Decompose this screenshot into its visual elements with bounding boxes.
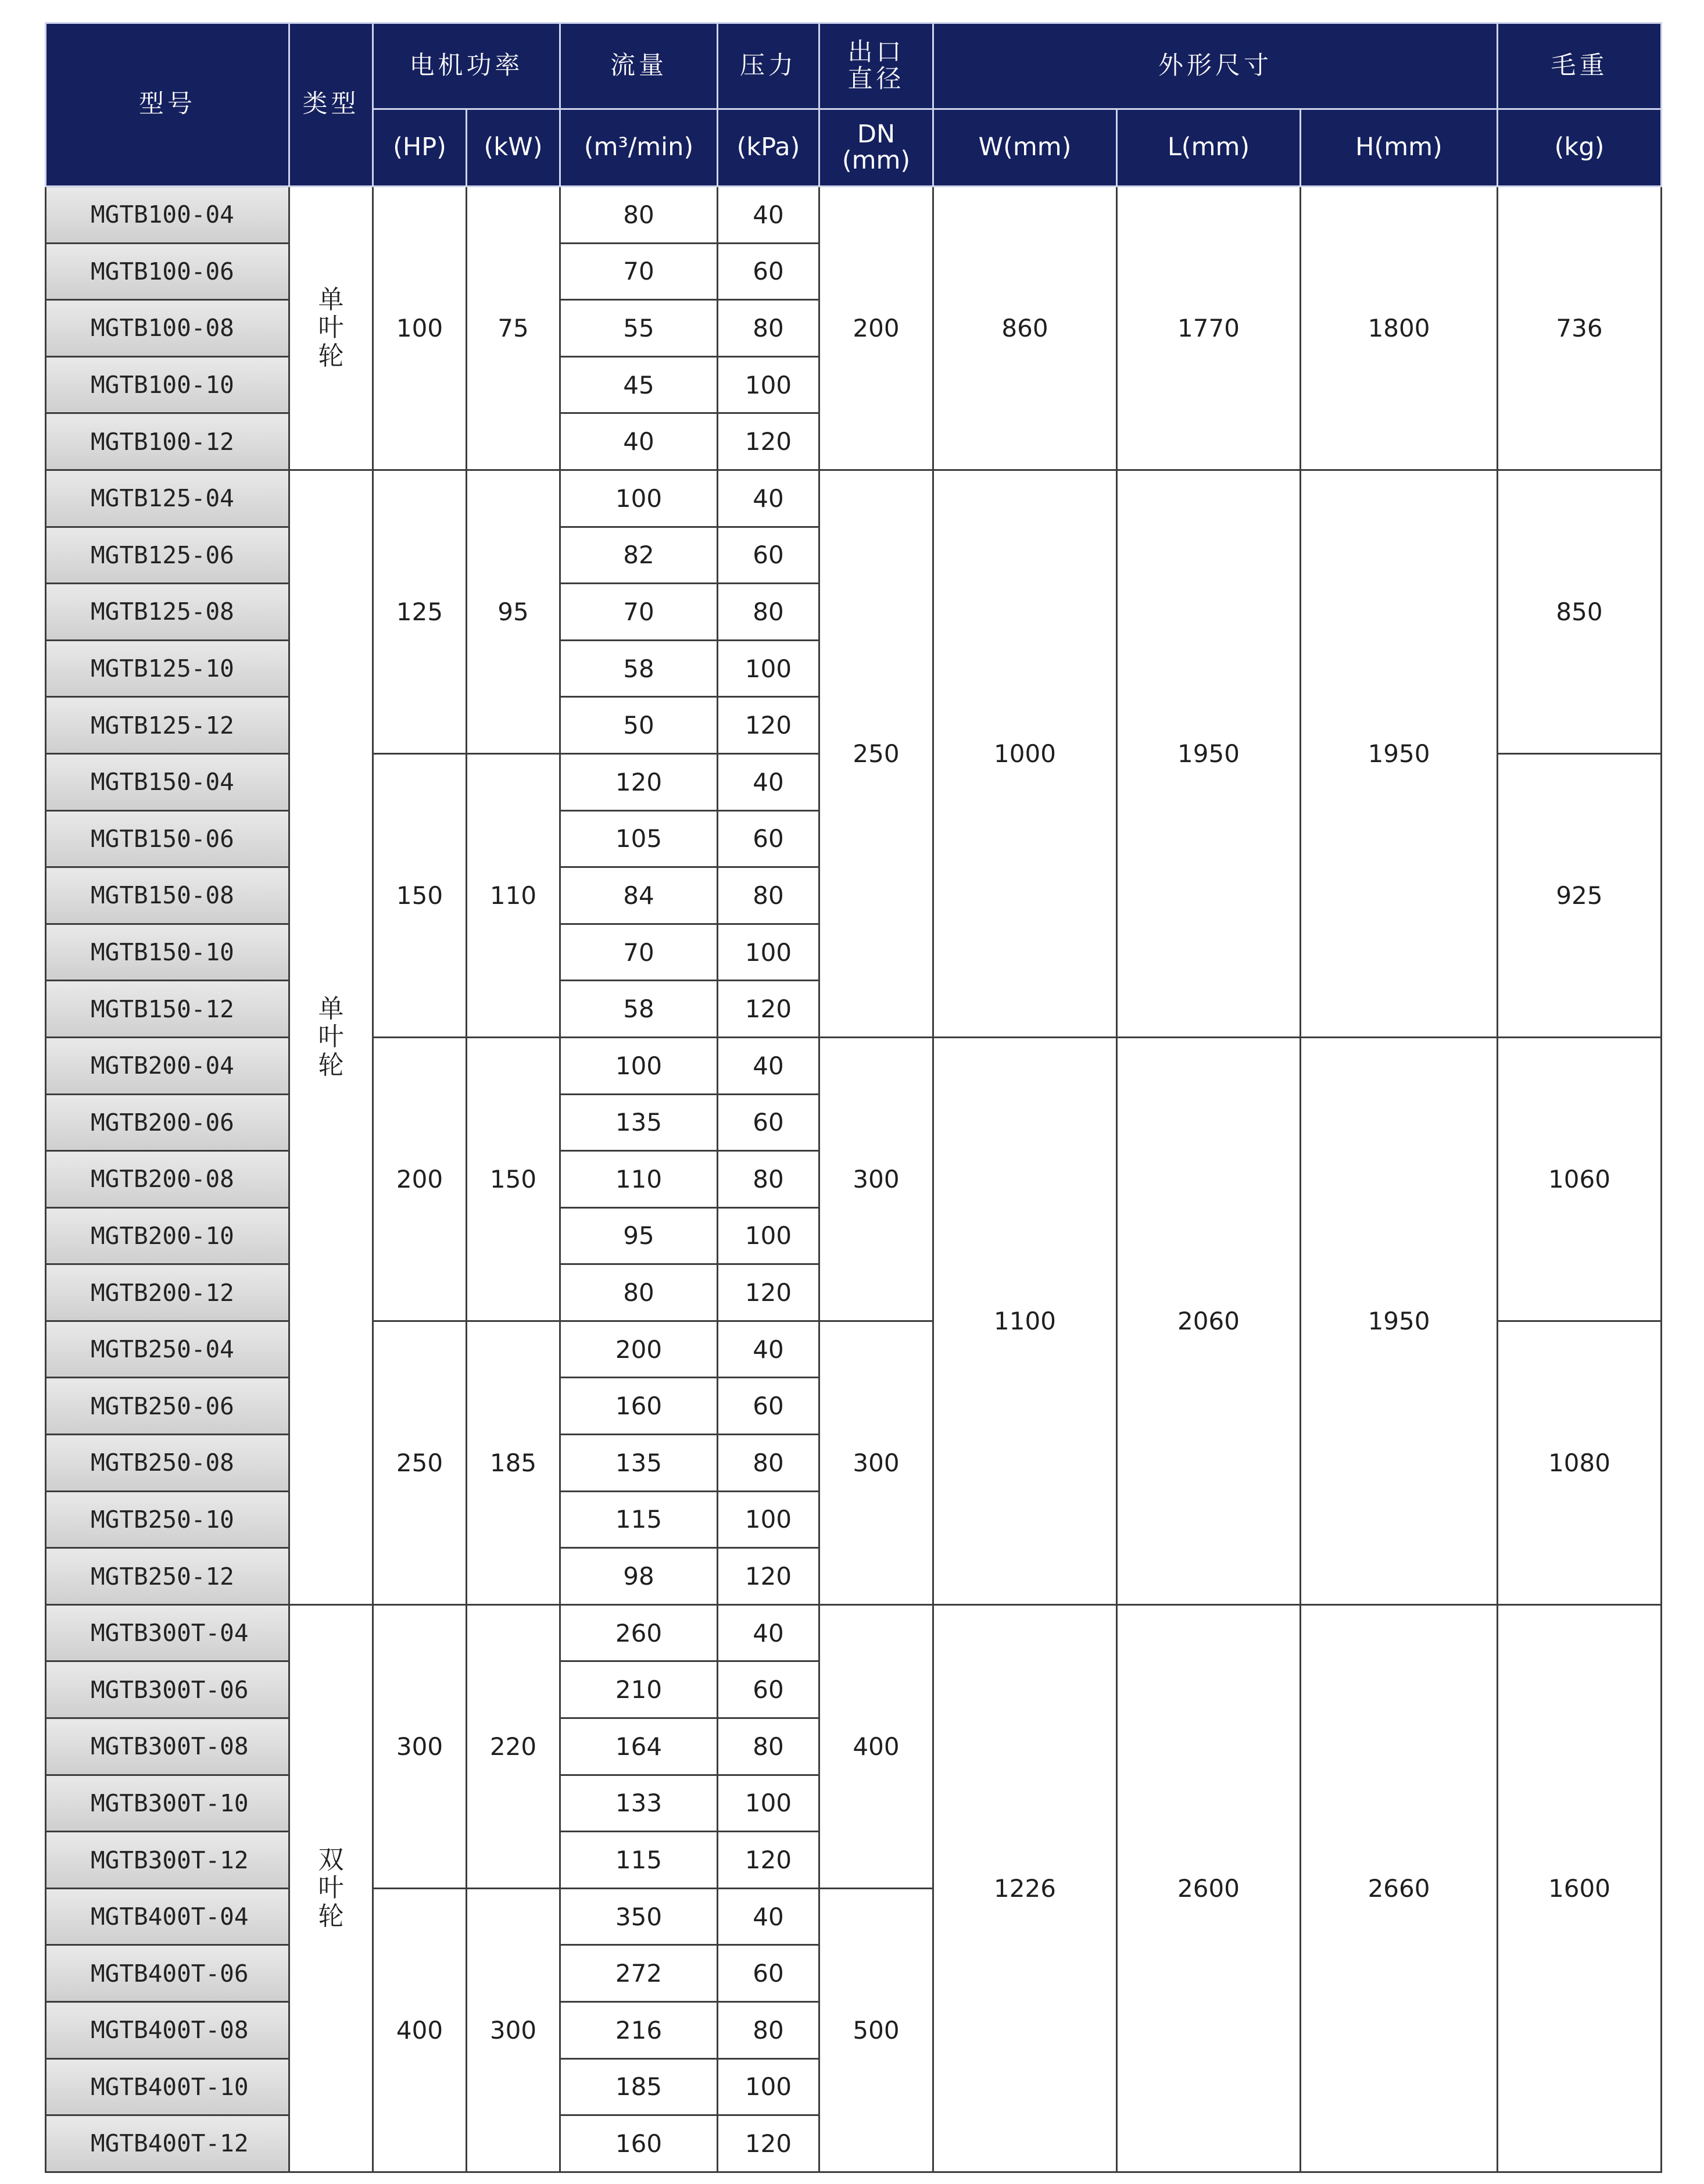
header-type: 类型: [289, 23, 373, 187]
model-cell: MGTB250-12: [46, 1548, 289, 1605]
pressure-cell: 120: [718, 2115, 819, 2172]
pressure-cell: 100: [718, 2058, 819, 2115]
flow-cell: 160: [560, 1378, 718, 1435]
header-dimensions: 外形尺寸: [933, 23, 1498, 109]
pressure-cell: 100: [718, 924, 819, 981]
model-cell: MGTB100-10: [46, 356, 289, 413]
model-cell: MGTB100-04: [46, 187, 289, 244]
flow-cell: 50: [560, 697, 718, 754]
model-cell: MGTB200-08: [46, 1151, 289, 1208]
pressure-cell: 100: [718, 640, 819, 697]
header-weight-unit: (kg): [1498, 109, 1662, 187]
flow-cell: 100: [560, 470, 718, 527]
kw-cell: 185: [467, 1321, 560, 1604]
pressure-cell: 40: [718, 1604, 819, 1661]
model-cell: MGTB200-06: [46, 1094, 289, 1151]
hp-cell: 300: [373, 1604, 467, 1888]
kw-cell: 220: [467, 1604, 560, 1888]
header-dn-line1: DN: [857, 119, 896, 149]
type-cell: [289, 187, 373, 470]
header-hp-unit: (HP): [373, 109, 467, 187]
model-cell: MGTB200-12: [46, 1264, 289, 1321]
pressure-cell: 80: [718, 2002, 819, 2059]
header-l-unit: L(mm): [1117, 109, 1301, 187]
flow-cell: 115: [560, 1491, 718, 1548]
kw-cell: 150: [467, 1037, 560, 1321]
pressure-cell: 100: [718, 1491, 819, 1548]
flow-cell: 260: [560, 1604, 718, 1661]
model-cell: MGTB400T-08: [46, 2002, 289, 2059]
pressure-cell: 120: [718, 1264, 819, 1321]
model-cell: MGTB400T-10: [46, 2058, 289, 2115]
w-cell: 860: [933, 187, 1117, 470]
flow-cell: 164: [560, 1718, 718, 1775]
pressure-cell: 40: [718, 1888, 819, 1945]
hp-cell: 250: [373, 1321, 467, 1604]
w-cell: 1226: [933, 1604, 1117, 2172]
pressure-cell: 120: [718, 413, 819, 470]
pressure-cell: 100: [718, 356, 819, 413]
flow-cell: 135: [560, 1435, 718, 1492]
model-cell: MGTB100-06: [46, 243, 289, 300]
l-cell: 2060: [1117, 1037, 1301, 1604]
flow-cell: 98: [560, 1548, 718, 1605]
hp-cell: 200: [373, 1037, 467, 1321]
flow-cell: 70: [560, 243, 718, 300]
table-body: [46, 187, 1662, 2172]
weight-cell: 850: [1498, 470, 1662, 753]
flow-cell: 160: [560, 2115, 718, 2172]
flow-cell: 350: [560, 1888, 718, 1945]
header-pressure: 压力: [718, 23, 819, 109]
header-h-unit: H(mm): [1301, 109, 1498, 187]
flow-cell: 58: [560, 981, 718, 1038]
table-row: [46, 1037, 1662, 1094]
flow-cell: 216: [560, 2002, 718, 2059]
flow-cell: 58: [560, 640, 718, 697]
pressure-cell: 80: [718, 1435, 819, 1492]
flow-cell: 82: [560, 527, 718, 584]
weight-cell: 1080: [1498, 1321, 1662, 1604]
flow-cell: 95: [560, 1207, 718, 1264]
h-cell: 2660: [1301, 1604, 1498, 2172]
header-motor-power: 电机功率: [373, 23, 560, 109]
hp-cell: 400: [373, 1888, 467, 2172]
kw-cell: 110: [467, 753, 560, 1037]
h-cell: 1800: [1301, 187, 1498, 470]
flow-cell: 100: [560, 1037, 718, 1094]
pressure-cell: 60: [718, 1661, 819, 1718]
h-cell: 1950: [1301, 470, 1498, 1037]
spec-table: [45, 22, 1662, 2173]
model-cell: MGTB150-04: [46, 753, 289, 810]
flow-cell: 45: [560, 356, 718, 413]
dn-cell: 300: [819, 1037, 933, 1321]
pressure-cell: 60: [718, 527, 819, 584]
type-cell: [289, 1604, 373, 2172]
pressure-cell: 40: [718, 1321, 819, 1378]
flow-cell: 115: [560, 1832, 718, 1889]
weight-cell: 925: [1498, 753, 1662, 1037]
model-cell: MGTB125-06: [46, 527, 289, 584]
kw-cell: 300: [467, 1888, 560, 2172]
model-cell: MGTB400T-12: [46, 2115, 289, 2172]
model-cell: MGTB300T-12: [46, 1832, 289, 1889]
model-cell: MGTB150-08: [46, 867, 289, 924]
pressure-cell: 40: [718, 470, 819, 527]
model-cell: MGTB300T-04: [46, 1604, 289, 1661]
model-cell: MGTB125-10: [46, 640, 289, 697]
pressure-cell: 40: [718, 1037, 819, 1094]
flow-cell: 120: [560, 753, 718, 810]
header-flow: 流量: [560, 23, 718, 109]
flow-cell: 105: [560, 810, 718, 867]
model-cell: MGTB200-04: [46, 1037, 289, 1094]
model-cell: MGTB200-10: [46, 1207, 289, 1264]
flow-cell: 70: [560, 924, 718, 981]
l-cell: 1950: [1117, 470, 1301, 1037]
pressure-cell: 120: [718, 1548, 819, 1605]
model-cell: MGTB150-10: [46, 924, 289, 981]
model-cell: MGTB150-06: [46, 810, 289, 867]
hp-cell: 125: [373, 470, 467, 753]
impeller-type-label: 双叶轮: [318, 1845, 344, 1931]
dn-cell: 200: [819, 187, 933, 470]
weight-cell: 1600: [1498, 1604, 1662, 2172]
flow-cell: 84: [560, 867, 718, 924]
impeller-type-label: 单叶轮: [318, 993, 344, 1080]
dn-cell: 500: [819, 1888, 933, 2172]
header-weight: 毛重: [1498, 23, 1662, 109]
kw-cell: 75: [467, 187, 560, 470]
w-cell: 1000: [933, 470, 1117, 1037]
header-w-unit: W(mm): [933, 109, 1117, 187]
pressure-cell: 80: [718, 584, 819, 641]
dn-cell: 300: [819, 1321, 933, 1604]
w-cell: 1100: [933, 1037, 1117, 1604]
pressure-cell: 100: [718, 1207, 819, 1264]
flow-cell: 135: [560, 1094, 718, 1151]
model-cell: MGTB250-06: [46, 1378, 289, 1435]
pressure-cell: 60: [718, 1378, 819, 1435]
flow-cell: 200: [560, 1321, 718, 1378]
header-dn-line2: (mm): [842, 146, 911, 175]
pressure-cell: 80: [718, 1151, 819, 1208]
flow-cell: 40: [560, 413, 718, 470]
model-cell: MGTB400T-06: [46, 1945, 289, 2002]
dn-cell: 400: [819, 1604, 933, 1888]
model-cell: MGTB300T-06: [46, 1661, 289, 1718]
header-kw-unit: (kW): [467, 109, 560, 187]
flow-cell: 210: [560, 1661, 718, 1718]
model-cell: MGTB300T-08: [46, 1718, 289, 1775]
model-cell: MGTB100-08: [46, 300, 289, 357]
l-cell: 2600: [1117, 1604, 1301, 2172]
pressure-cell: 80: [718, 867, 819, 924]
pressure-cell: 100: [718, 1775, 819, 1832]
model-cell: MGTB250-10: [46, 1491, 289, 1548]
table-row: [46, 1604, 1662, 1661]
pressure-cell: 80: [718, 300, 819, 357]
header-outlet-line1: 出口: [847, 38, 905, 67]
flow-cell: 70: [560, 584, 718, 641]
model-cell: MGTB125-04: [46, 470, 289, 527]
header-model: 型号: [46, 23, 289, 187]
flow-cell: 133: [560, 1775, 718, 1832]
weight-cell: 1060: [1498, 1037, 1662, 1321]
header-outlet-line2: 直径: [847, 64, 905, 94]
dn-cell: 250: [819, 470, 933, 1037]
pressure-cell: 60: [718, 1945, 819, 2002]
pressure-cell: 120: [718, 1832, 819, 1889]
kw-cell: 95: [467, 470, 560, 753]
model-cell: MGTB300T-10: [46, 1775, 289, 1832]
model-cell: MGTB150-12: [46, 981, 289, 1038]
impeller-type-label: 单叶轮: [318, 284, 344, 371]
pressure-cell: 40: [718, 187, 819, 244]
hp-cell: 150: [373, 753, 467, 1037]
table-row: [46, 470, 1662, 527]
model-cell: MGTB250-04: [46, 1321, 289, 1378]
model-cell: MGTB125-12: [46, 697, 289, 754]
hp-cell: 100: [373, 187, 467, 470]
flow-cell: 80: [560, 1264, 718, 1321]
flow-cell: 272: [560, 1945, 718, 2002]
l-cell: 1770: [1117, 187, 1301, 470]
pressure-cell: 40: [718, 753, 819, 810]
header-pressure-unit: (kPa): [718, 109, 819, 187]
header-flow-unit: (m³/min): [560, 109, 718, 187]
flow-cell: 55: [560, 300, 718, 357]
weight-cell: 736: [1498, 187, 1662, 470]
model-cell: MGTB250-08: [46, 1435, 289, 1492]
pressure-cell: 60: [718, 243, 819, 300]
table-row: [46, 187, 1662, 244]
model-cell: MGTB400T-04: [46, 1888, 289, 1945]
h-cell: 1950: [1301, 1037, 1498, 1604]
flow-cell: 185: [560, 2058, 718, 2115]
pressure-cell: 60: [718, 810, 819, 867]
pressure-cell: 120: [718, 697, 819, 754]
flow-cell: 80: [560, 187, 718, 244]
flow-cell: 110: [560, 1151, 718, 1208]
pressure-cell: 120: [718, 981, 819, 1038]
type-cell: [289, 470, 373, 1604]
pressure-cell: 80: [718, 1718, 819, 1775]
header-outlet-diameter: [819, 23, 933, 109]
model-cell: MGTB125-08: [46, 584, 289, 641]
pressure-cell: 60: [718, 1094, 819, 1151]
model-cell: MGTB100-12: [46, 413, 289, 470]
header-dn-unit: [819, 109, 933, 187]
